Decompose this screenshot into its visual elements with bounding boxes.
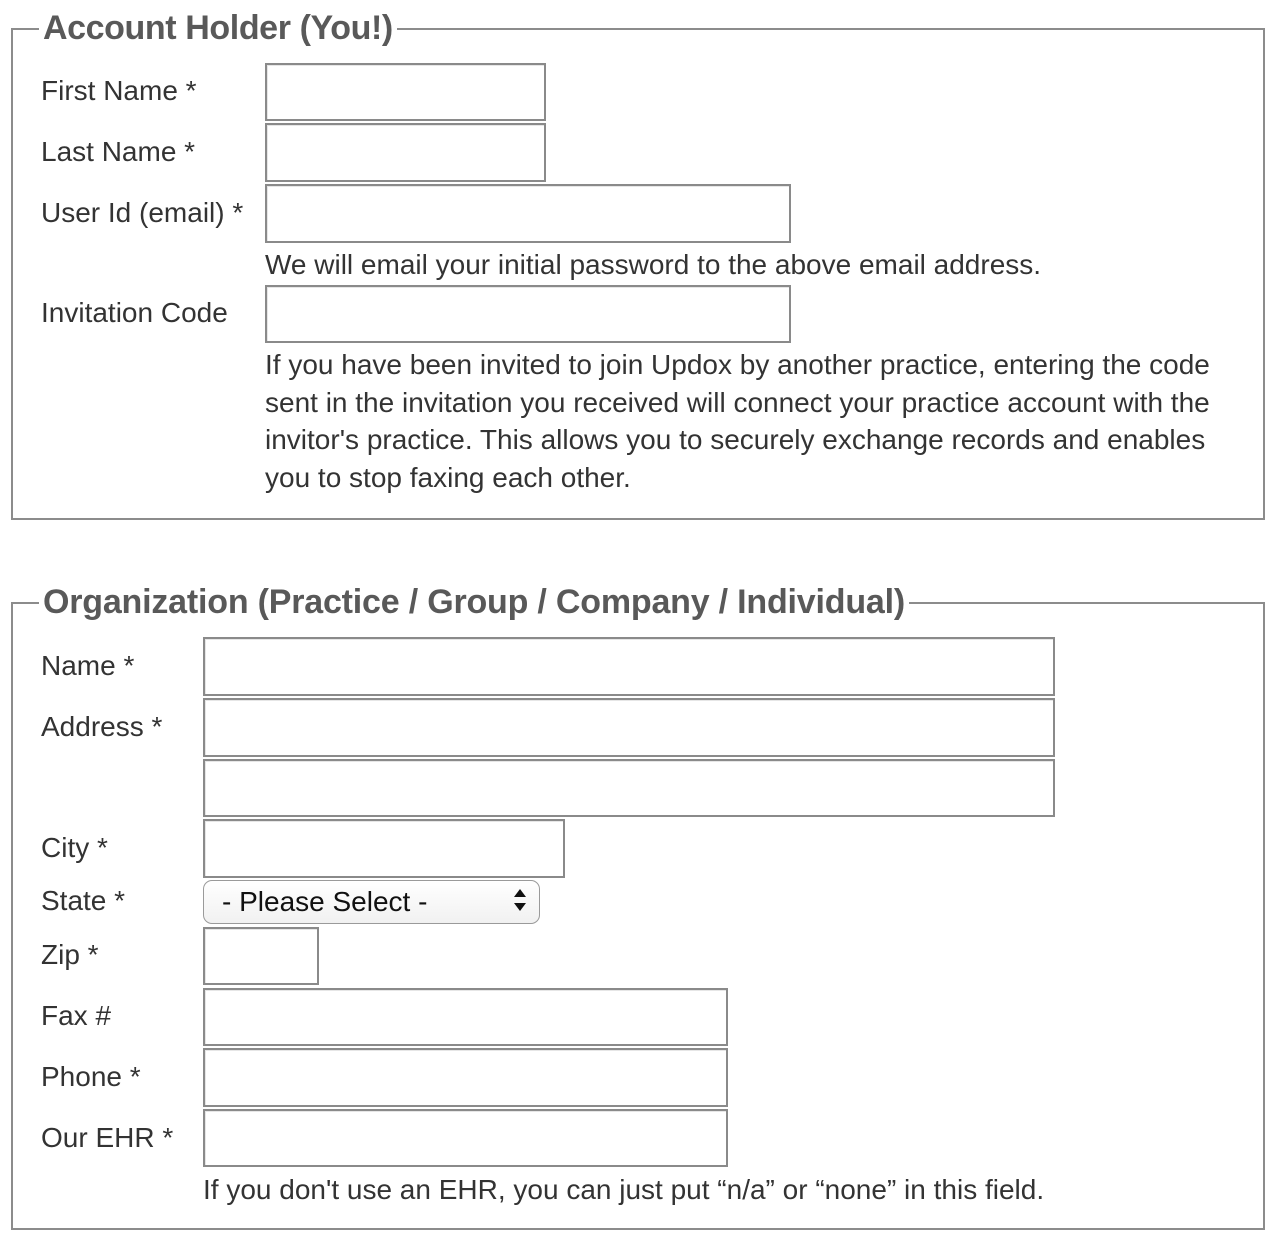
city-input[interactable]	[203, 819, 565, 878]
updown-arrows-icon	[513, 884, 527, 916]
address-line2-input[interactable]	[203, 759, 1055, 817]
invitation-code-input[interactable]	[265, 285, 791, 343]
first-name-label: First Name *	[41, 75, 197, 106]
zip-input[interactable]	[203, 927, 319, 985]
ehr-help-text: If you don't use an EHR, you can just put “n/a” or “none” in this field.	[203, 1174, 1045, 1205]
user-id-email-input[interactable]	[265, 184, 791, 243]
ehr-input[interactable]	[203, 1109, 728, 1167]
first-name-input[interactable]	[265, 63, 546, 121]
account-holder-legend: Account Holder (You!)	[39, 4, 397, 52]
invitation-code-label: Invitation Code	[41, 297, 228, 328]
organization-legend: Organization (Practice / Group / Company / Individual)	[39, 578, 909, 626]
state-select[interactable]	[203, 880, 540, 924]
fax-input[interactable]	[203, 988, 728, 1046]
city-label: City *	[41, 832, 108, 863]
org-name-label: Name *	[41, 650, 135, 681]
user-id-label: User Id (email) *	[41, 197, 244, 228]
state-selected-value: - Please Select -	[222, 886, 428, 917]
org-name-input[interactable]	[203, 637, 1055, 696]
ehr-label: Our EHR *	[41, 1122, 174, 1153]
last-name-input[interactable]	[265, 123, 546, 182]
address-line1-input[interactable]	[203, 698, 1055, 757]
phone-label: Phone *	[41, 1061, 141, 1092]
user-id-help-text: We will email your initial password to the above email address.	[265, 249, 1042, 280]
state-label: State *	[41, 885, 126, 916]
phone-input[interactable]	[203, 1048, 728, 1107]
zip-label: Zip *	[41, 939, 99, 970]
address-label: Address *	[41, 711, 163, 742]
invitation-code-help-text: If you have been invited to join Updox by another practice, entering the code sent in the invitation you received will connect your practice account with the invitor's practice. This allows you to securely exchange records and enables you to stop faxing each other.	[265, 349, 1210, 493]
fax-label: Fax #	[41, 1000, 112, 1031]
last-name-label: Last Name *	[41, 136, 196, 167]
